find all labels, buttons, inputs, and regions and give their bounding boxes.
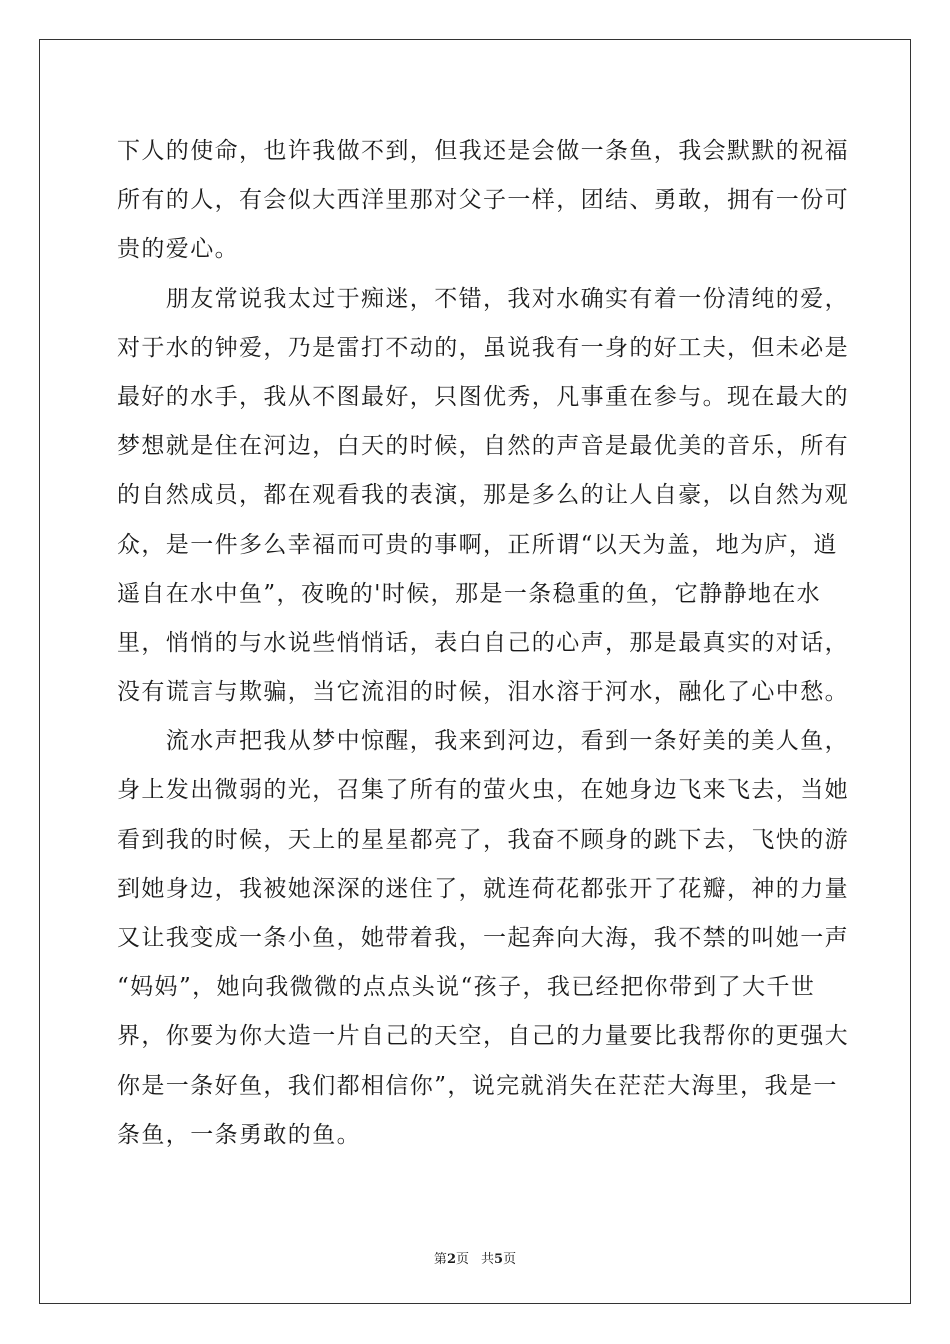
text-line: 到她身边，我被她深深的迷住了，就连荷花都张开了花瓣，神的力量 (117, 875, 849, 902)
text-line: 里，悄悄的与水说些悄悄话，表白自己的心声，那是最真实的对话， (117, 629, 849, 656)
text-line: “妈妈”，她向我微微的点点头说“孩子，我已经把你带到了大千世 (117, 974, 816, 1001)
text-line: 遥自在水中鱼”，夜晚的'时候，那是一条稳重的鱼，它静静地在水 (117, 580, 822, 607)
text-line: 界，你要为你大造一片自己的天空，自己的力量要比我帮你的更强大 (117, 1023, 849, 1050)
total-suffix: 页 (503, 1252, 517, 1267)
text-line: 梦想就是住在河边，白天的时候，自然的声音是最优美的音乐，所有 (117, 433, 849, 460)
page-number: 2 (446, 1252, 456, 1267)
page-footer (0, 1248, 950, 1267)
text-line: 又让我变成一条小鱼，她带着我，一起奔向大海，我不禁的叫她一声 (117, 925, 849, 951)
total-prefix: 共 (481, 1252, 495, 1267)
text-line: 所有的人，有会似大西洋里那对父子一样，团结、勇敢，拥有一份可 (117, 187, 849, 214)
text-line: 朋友常说我太过于痴迷，不错，我对水确实有着一份清纯的爱， (117, 285, 849, 312)
page-prefix: 第 (433, 1252, 447, 1267)
text-line: 没有谎言与欺骗，当它流泪的时候，泪水溶于河水，融化了心中愁。 (117, 679, 849, 706)
text-line: 条鱼，一条勇敢的鱼。 (117, 1121, 361, 1148)
text-line: 对于水的钟爱，乃是雷打不动的，虽说我有一身的好工夫，但未必是 (117, 334, 849, 361)
text-line: 身上发出微弱的光，召集了所有的萤火虫，在她身边飞来飞去，当她 (117, 777, 849, 804)
text-line: 你是一条好鱼，我们都相信你”，说完就消失在茫茫大海里，我是一 (117, 1072, 838, 1099)
text-line: 流水声把我从梦中惊醒，我来到河边，看到一条好美的美人鱼， (117, 728, 849, 755)
document-body (117, 127, 849, 1160)
text-line: 贵的爱心。 (117, 236, 239, 263)
text-line: 众，是一件多么幸福而可贵的事啊，正所谓“以天为盖，地为庐，逍 (117, 531, 838, 558)
page-suffix: 页 (455, 1252, 469, 1267)
text-line: 看到我的时候，天上的星星都亮了，我奋不顾身的跳下去，飞快的游 (117, 826, 849, 853)
text-line: 的自然成员，都在观看我的表演，那是多么的让人自豪，以自然为观 (117, 482, 849, 509)
text-line: 最好的水手，我从不图最好，只图优秀，凡事重在参与。现在最大的 (117, 383, 849, 410)
total-pages: 5 (494, 1252, 504, 1267)
text-line: 下人的使命，也许我做不到，但我还是会做一条鱼，我会默默的祝福 (117, 138, 849, 164)
